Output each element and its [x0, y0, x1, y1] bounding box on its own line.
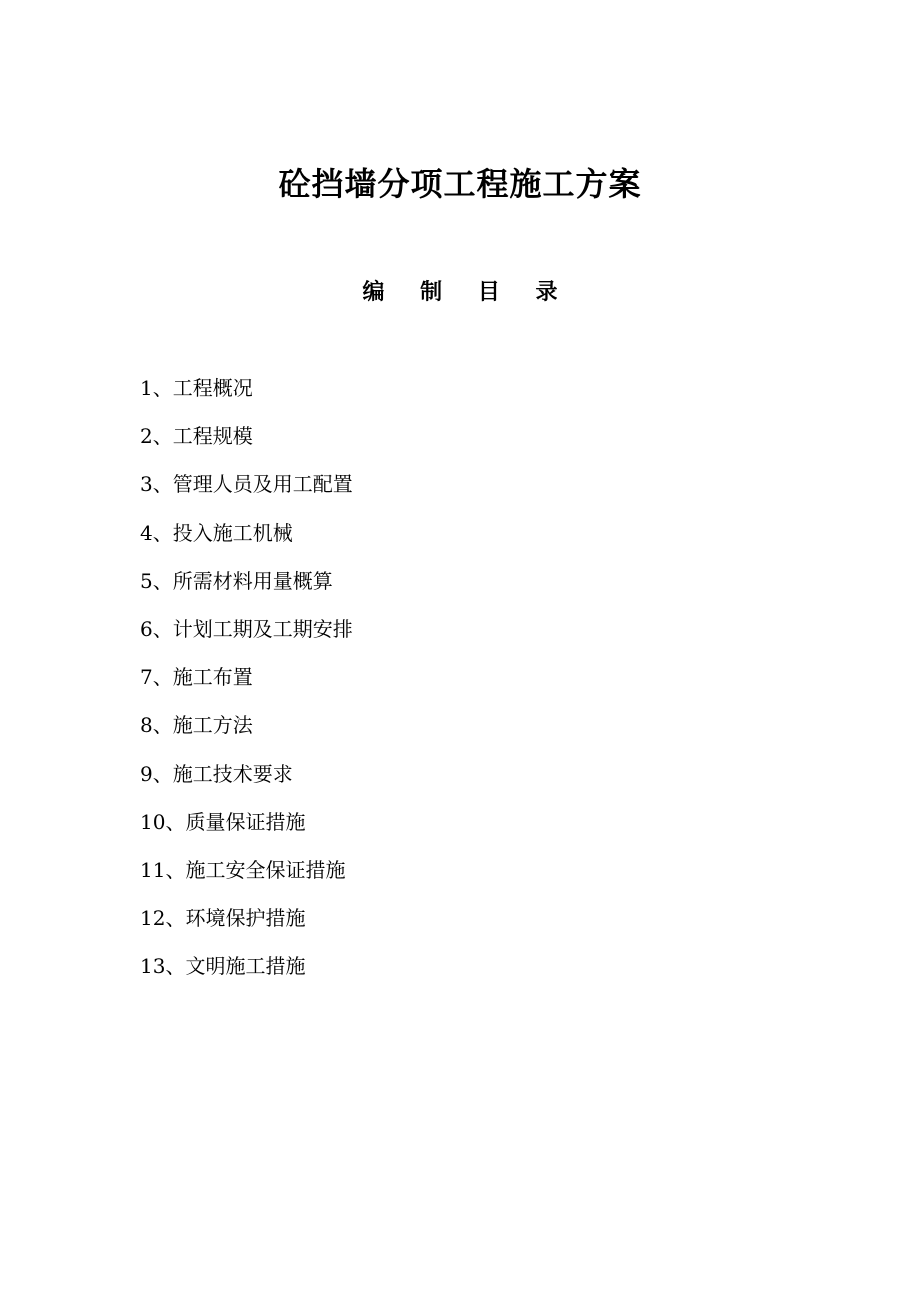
toc-item: 10、质量保证措施 [140, 809, 306, 834]
toc-item: 3、管理人员及用工配置 [140, 472, 353, 497]
toc-item: 8、施工方法 [140, 713, 253, 738]
toc-item: 13、文明施工措施 [140, 954, 306, 979]
toc-item: 7、施工布置 [140, 665, 253, 690]
toc-item: 4、投入施工机械 [140, 520, 293, 545]
toc-item: 6、计划工期及工期安排 [140, 616, 353, 641]
toc-heading: 编 制 目 录 [362, 279, 572, 305]
toc-item: 2、工程规模 [140, 424, 253, 449]
toc-item: 11、施工安全保证措施 [140, 857, 346, 882]
toc-item: 5、所需材料用量概算 [140, 568, 333, 593]
toc-item: 9、施工技术要求 [140, 761, 293, 786]
table-of-contents [140, 370, 353, 996]
toc-item: 1、工程概况 [140, 376, 253, 400]
document-title: 砼挡墙分项工程施工方案 [278, 165, 642, 203]
toc-item: 12、环境保护措施 [140, 906, 306, 931]
